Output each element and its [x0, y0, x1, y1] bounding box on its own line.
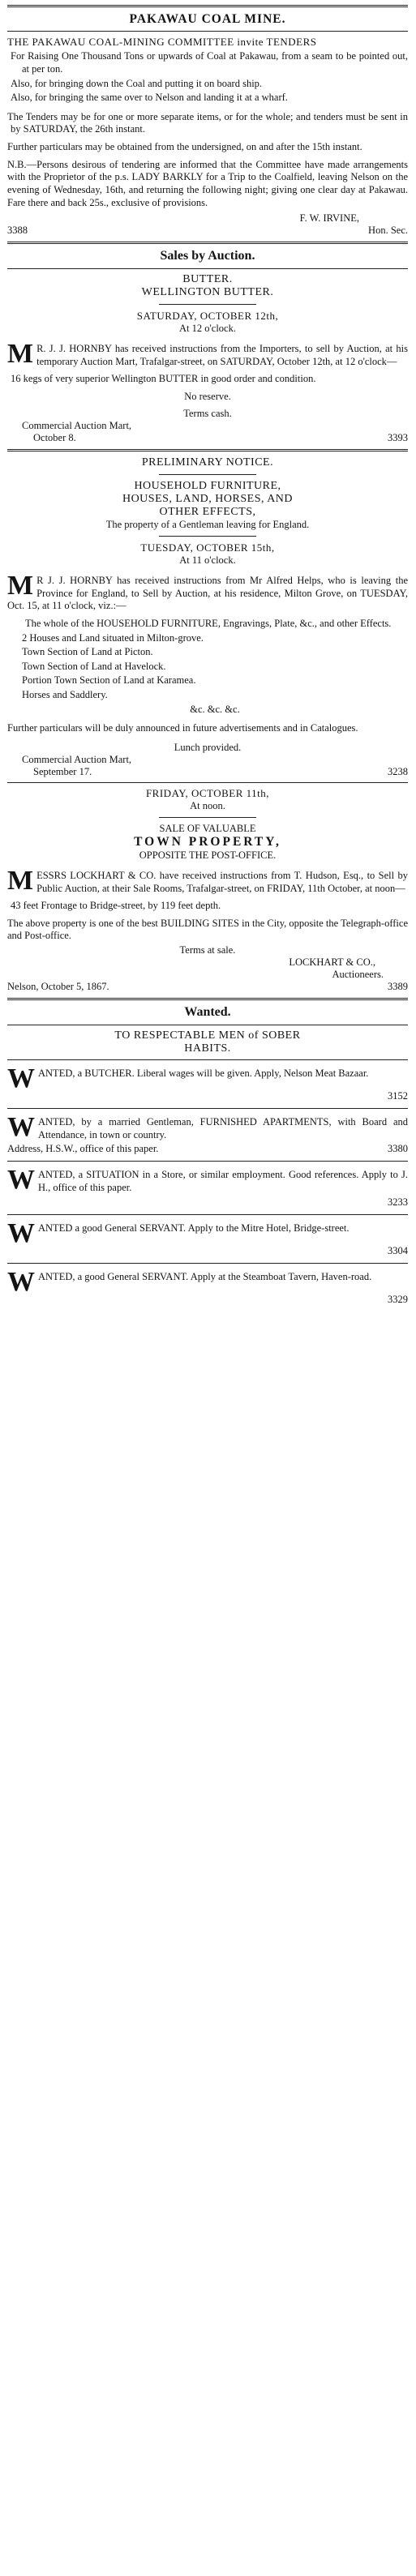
- butter-title: BUTTER.: [182, 273, 233, 286]
- list-item: The whole of the HOUSEHOLD FURNITURE, Engravings, Plate, &c., and other Effects.: [25, 617, 392, 629]
- furniture-owner: The property of a Gentleman leaving for England.: [105, 519, 310, 530]
- divider: [7, 1108, 408, 1109]
- furniture-footer: [7, 766, 408, 778]
- butter-body: [7, 340, 408, 371]
- dropcap: W: [7, 1217, 35, 1248]
- divider: [7, 31, 408, 32]
- top-rule: [7, 5, 408, 7]
- furniture-para: Further particulars will be duly announced in future advertisements and in Catalogues.: [7, 722, 358, 734]
- butter-lot: 16 kegs of very superior Wellington BUTTER in good order and condition.: [11, 373, 316, 385]
- furniture-text: R J. J. HORNBY has received instructions from Mr Alfred Helps, who is leaving the Province for England, to Sell by Auction, at his residence, Milton Grove, on TUESDAY, Oct. 15, at 11 o'clock, viz.:—: [7, 575, 408, 612]
- town-terms: Terms at sale.: [179, 944, 236, 956]
- dropcap: W: [7, 1266, 35, 1297]
- divider: [7, 268, 408, 269]
- town-date: FRIDAY, OCTOBER 11th,: [145, 786, 270, 799]
- section-rule: [7, 242, 408, 244]
- furniture-title: HOUSEHOLD FURNITURE,: [134, 480, 281, 492]
- butter-time: At 12 o'clock.: [179, 323, 236, 335]
- town-place-date: Nelson, October 5, 1867.: [7, 981, 109, 992]
- town-body: [7, 867, 408, 898]
- divider: [7, 1161, 408, 1162]
- wanted-ad: [7, 1113, 408, 1157]
- section-rule: [7, 449, 408, 451]
- wanted-footer: [7, 1143, 408, 1155]
- butter-title: WELLINGTON BUTTER.: [141, 286, 274, 299]
- dropcap: M: [7, 571, 34, 601]
- wanted-header: Wanted.: [184, 1005, 231, 1019]
- divider: [7, 1214, 408, 1215]
- wanted-title: HABITS.: [184, 1042, 231, 1055]
- furniture-title: HOUSES, LAND, HORSES, AND: [122, 493, 294, 505]
- town-footer: [7, 981, 408, 993]
- dropcap: M: [7, 339, 34, 370]
- town-firm: LOCKHART & CO.,: [289, 956, 375, 968]
- butter-mart: Commercial Auction Mart,: [22, 420, 132, 431]
- divider: [7, 1263, 408, 1264]
- section-rule: [7, 998, 408, 1000]
- divider: [159, 536, 256, 537]
- coal-title: PAKAWAU COAL MINE.: [129, 12, 286, 26]
- wanted-number: 3329: [388, 1293, 408, 1305]
- furniture-date: TUESDAY, OCTOBER 15th,: [140, 541, 275, 554]
- coal-signer: F. W. IRVINE,: [299, 212, 359, 225]
- divider: [159, 474, 256, 475]
- butter-mart-date: October 8.: [33, 432, 76, 443]
- furniture-number: 3238: [388, 765, 408, 777]
- divider: [7, 1059, 408, 1060]
- coal-number: 3388: [7, 225, 28, 237]
- wanted-text: ANTED a good General SERVANT. Apply to the Mitre Hotel, Bridge-street.: [38, 1222, 350, 1234]
- list-item: Horses and Saddlery.: [22, 689, 108, 700]
- newspaper-column: [7, 5, 408, 1307]
- wanted-number: 3380: [388, 1143, 408, 1155]
- coal-item: For Raising One Thousand Tons or upwards of Coal at Pakawau, from a seam to be pointed out, at per ton.: [11, 50, 408, 75]
- butter-date: SATURDAY, OCTOBER 12th,: [136, 310, 279, 323]
- divider: [159, 304, 256, 305]
- wanted-text: ANTED, a BUTCHER. Liberal wages will be given. Apply, Nelson Meat Bazaar.: [38, 1068, 369, 1079]
- wanted-ad: [7, 1064, 408, 1104]
- wanted-text: ANTED, a good General SERVANT. Apply at the Steamboat Tavern, Haven-road.: [38, 1270, 372, 1282]
- list-item: &c. &c. &c.: [190, 703, 240, 715]
- town-location: OPPOSITE THE POST-OFFICE.: [139, 849, 277, 861]
- coal-para: The Tenders may be for one or more separate items, or for the whole; and tenders must be sent in by SATURDAY, the 26th instant.: [7, 110, 408, 135]
- coal-para: Further particulars may be obtained from the undersigned, on and after the 15th instant.: [7, 141, 362, 152]
- wanted-number: 3304: [388, 1244, 408, 1256]
- butter-text: R. J. J. HORNBY has received instructions from the Importers, to sell by Auction, at his temporary Auction Mart, Trafalgar-street, on SATURDAY, October 12th, at 12 o'clock—: [36, 343, 408, 367]
- dropcap: W: [7, 1063, 35, 1093]
- coal-para: N.B.—Persons desirous of tendering are informed that the Committee have made arrangements with the Proprietor of the p.s. LADY BARKLY for a Trip to the Coalfield, leaving Nelson on the evening of Wednesday, 16th, and returning the following night; giving one clear day at Pakawau. Fare there and back 25s., exclusive of provisions.: [7, 158, 408, 208]
- furniture-title: OTHER EFFECTS,: [159, 506, 256, 518]
- list-item: Town Section of Land at Picton.: [22, 646, 153, 658]
- wanted-number: 3233: [388, 1196, 408, 1208]
- wanted-ad: [7, 1219, 408, 1259]
- wanted-ad: [7, 1166, 408, 1209]
- town-role: Auctioneers.: [332, 969, 384, 980]
- list-item: 2 Houses and Land situated in Milton-grove.: [22, 631, 204, 644]
- coal-lead: THE PAKAWAU COAL-MINING COMMITTEE invite TENDERS: [7, 36, 317, 48]
- wanted-title: TO RESPECTABLE MEN of SOBER: [114, 1029, 301, 1042]
- town-time: At noon.: [190, 799, 225, 811]
- furniture-body: [7, 571, 408, 616]
- wanted-extra: Address, H.S.W., office of this paper.: [7, 1143, 159, 1155]
- coal-item: Also, for bringing down the Coal and putting it on board ship.: [11, 77, 263, 89]
- wanted-text: ANTED, by a married Gentleman, FURNISHED APARTMENTS, with Board and Attendance, in town or country.: [38, 1116, 408, 1140]
- wanted-number: 3152: [388, 1090, 408, 1102]
- coal-footer: [7, 225, 408, 237]
- butter-terms: Terms cash.: [183, 408, 232, 419]
- wanted-ad: [7, 1268, 408, 1307]
- list-item: Town Section of Land at Havelock.: [22, 660, 166, 672]
- town-sale: SALE OF VALUABLE: [159, 822, 256, 834]
- divider: [7, 782, 408, 783]
- coal-item: Also, for bringing the same over to Nelson and landing it at a wharf.: [11, 92, 288, 104]
- furniture-items: [7, 618, 408, 716]
- butter-reserve: No reserve.: [184, 391, 231, 402]
- town-lot: 43 feet Frontage to Bridge-street, by 119 feet depth.: [11, 900, 221, 912]
- furniture-lunch: Lunch provided.: [174, 741, 242, 753]
- furniture-notice: PRELIMINARY NOTICE.: [141, 456, 274, 469]
- furniture-mart: Commercial Auction Mart,: [22, 753, 132, 765]
- dropcap: W: [7, 1165, 35, 1196]
- furniture-mart-date: September 17.: [33, 765, 92, 777]
- town-para: The above property is one of the best BUILDING SITES in the City, opposite the Telegraph-office and Post-office.: [7, 917, 408, 942]
- town-text: ESSRS LOCKHART & CO. have received instructions from T. Hudson, Esq., to Sell by Public Auction, at their Sale Rooms, Trafalgar-street, on FRIDAY, 11th October, at noon—: [36, 869, 408, 894]
- auction-header: Sales by Auction.: [160, 249, 255, 263]
- coal-role: Hon. Sec.: [368, 225, 408, 237]
- dropcap: M: [7, 865, 34, 896]
- divider: [159, 817, 256, 818]
- butter-number: 3393: [388, 432, 408, 443]
- wanted-text: ANTED, a SITUATION in a Store, or similar employment. Good references. Apply to J. H., office of this paper.: [38, 1169, 408, 1193]
- town-number: 3389: [388, 981, 408, 992]
- furniture-time: At 11 o'clock.: [179, 554, 236, 566]
- list-item: Portion Town Section of Land at Karamea.: [22, 674, 196, 687]
- dropcap: W: [7, 1112, 35, 1142]
- town-title: TOWN PROPERTY,: [134, 834, 281, 849]
- butter-footer: [7, 432, 408, 444]
